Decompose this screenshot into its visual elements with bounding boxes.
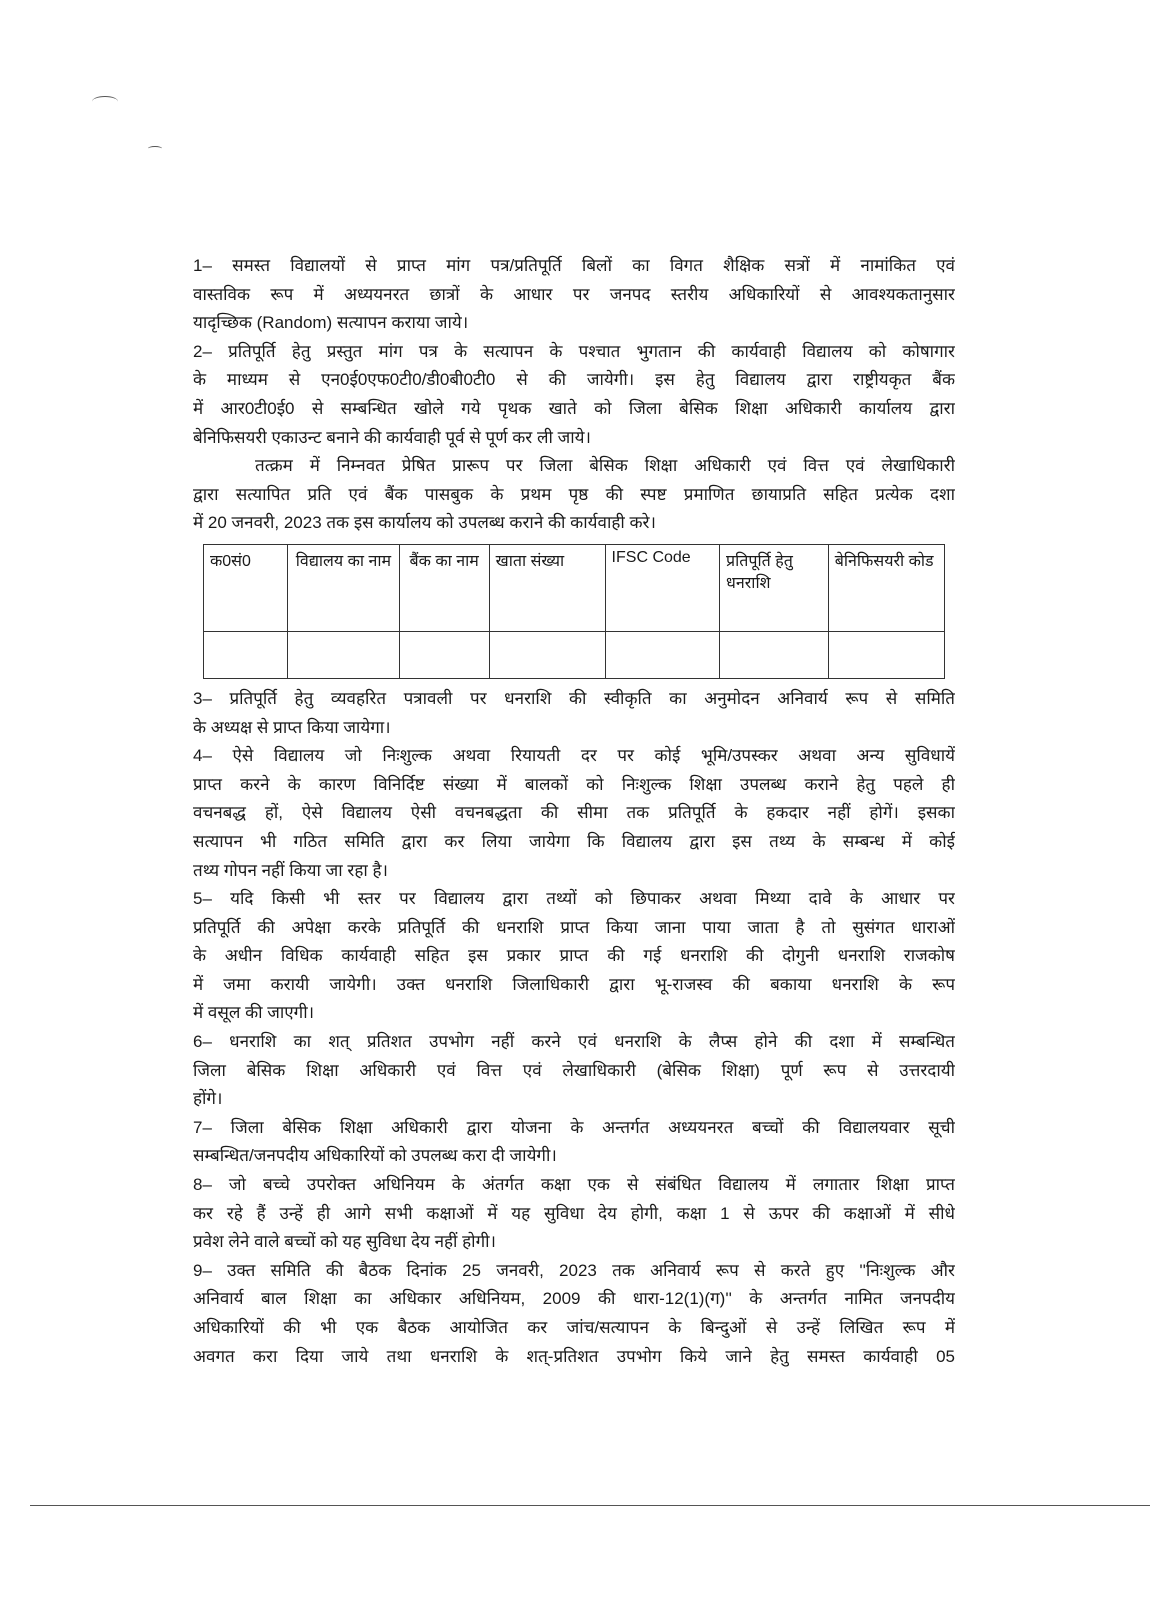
- text-line: में 20 जनवरी, 2023 तक इस कार्यालय को उपलब्ध कराने की कार्यवाही करे।: [193, 513, 656, 533]
- table-row: [204, 631, 945, 678]
- text-line: सत्यापन भी गठित समिति द्वारा कर लिया जायेगा कि विद्यालय द्वारा इस तथ्य के सम्बन्ध में कोई: [193, 831, 955, 851]
- text-line: वास्तविक रूप में अध्ययनरत छात्रों के आधार पर जनपद स्तरीय अधिकारियों से आवश्यकतानुसार: [193, 284, 955, 304]
- paragraph: [193, 338, 955, 452]
- table-header-row: [204, 544, 945, 631]
- text-line: 2– प्रतिपूर्ति हेतु प्रस्तुत मांग पत्र के सत्यापन के पश्चात भुगतान की कार्यवाही विद्यालय को कोषागार: [193, 341, 955, 361]
- text-line: सम्बन्धित/जनपदीय अधिकारियों को उपलब्ध करा दी जायेगी।: [193, 1146, 557, 1166]
- column-header: प्रतिपूर्ति हेतु धनराशि: [720, 544, 829, 631]
- column-header: क0सं0: [204, 544, 288, 631]
- text-line: होंगे।: [193, 1089, 223, 1109]
- text-line: अधिकारियों की भी एक बैठक आयोजित कर जांच/सत्यापन के बिन्दुओं से उन्हें लिखित रूप में: [193, 1318, 955, 1337]
- column-header: IFSC Code: [605, 544, 720, 631]
- text-line: वचनबद्ध हों, ऐसे विद्यालय ऐसी वचनबद्धता की सीमा तक प्रतिपूर्ति के हकदार नहीं होगें। इसका: [193, 803, 955, 823]
- text-line: के अधीन विधिक कार्यवाही सहित इस प्रकार प्राप्त की गई धनराशि की दोगुनी धनराशि राजकोष: [193, 946, 955, 966]
- text-line: में आर0टी0ई0 से सम्बन्धित खोले गये पृथक खाते को जिला बेसिक शिक्षा अधिकारी कार्यालय द्वारा: [193, 398, 955, 418]
- page-bottom-line: [30, 1505, 1150, 1506]
- text-line: बेनिफिसयरी एकाउन्ट बनाने की कार्यवाही पूर्व से पूर्ण कर ली जाये।: [193, 427, 591, 447]
- text-line: तत्क्रम में निम्नवत प्रेषित प्रारूप पर जिला बेसिक शिक्षा अधिकारी एवं वित्त एवं लेखाधिकारी: [255, 456, 955, 476]
- text-line: 8– जो बच्चे उपरोक्त अधिनियम के अंतर्गत कक्षा एक से संबंधित विद्यालय में लगातार शिक्षा प्राप्त: [193, 1175, 955, 1195]
- column-header: खाता संख्या: [489, 544, 605, 631]
- table-cell: [288, 631, 400, 678]
- text-line: 9– उक्त समिति की बैठक दिनांक 25 जनवरी, 2023 तक अनिवार्य रूप से करते हुए ''निःशुल्क और: [193, 1260, 955, 1280]
- table-cell: [399, 631, 489, 678]
- text-line: के अध्यक्ष से प्राप्त किया जायेगा।: [193, 717, 391, 737]
- text-line: में जमा करायी जायेगी। उक्त धनराशि जिलाधिकारी द्वारा भू-राजस्व की बकाया धनराशि के रूप: [193, 974, 955, 994]
- text-line: 4– ऐसे विद्यालय जो निःशुल्क अथवा रियायती दर पर कोई भूमि/उपस्कर अथवा अन्य सुविधायें: [193, 746, 955, 766]
- paragraph: [193, 685, 955, 742]
- text-line: प्राप्त करने के कारण विनिर्दिष्ट संख्या में बालकों को निःशुल्क शिक्षा उपलब्ध कराने हेतु पहले ही: [193, 774, 955, 794]
- table-cell: [720, 631, 829, 678]
- text-line: 7– जिला बेसिक शिक्षा अधिकारी द्वारा योजना के अन्तर्गत अध्ययनरत बच्चों की विद्यालयवार सूची: [193, 1117, 955, 1137]
- text-line: कर रहे हैं उन्हें ही आगे सभी कक्षाओं में यह सुविधा देय होगी, कक्षा 1 से ऊपर की कक्षाओं में सीधे: [193, 1203, 955, 1223]
- paragraph: [193, 1114, 955, 1171]
- table-cell: [605, 631, 720, 678]
- paragraph: [193, 885, 955, 1028]
- paragraph: [193, 452, 955, 538]
- paragraph: [193, 1171, 955, 1257]
- text-line: के माध्यम से एन0ई0एफ0टी0/डी0बी0टी0 से की जायेगी। इस हेतु विद्यालय द्वारा राष्ट्रीयकृत बैंक: [193, 370, 955, 390]
- column-header: बैंक का नाम: [399, 544, 489, 631]
- paragraph: [193, 742, 955, 885]
- column-header: बेनिफिसयरी कोड: [828, 544, 944, 631]
- text-line: अनिवार्य बाल शिक्षा का अधिकार अधिनियम, 2009 की धारा-12(1)(ग)'' के अन्तर्गत नामित जनपदीय: [193, 1289, 955, 1309]
- column-header: विद्यालय का नाम: [288, 544, 400, 631]
- table-cell: [489, 631, 605, 678]
- text-line: तथ्य गोपन नहीं किया जा रहा है।: [193, 860, 388, 880]
- table-cell: [828, 631, 944, 678]
- text-line: अवगत करा दिया जाये तथा धनराशि के शत्-प्रतिशत उपभोग किये जाने हेतु समस्त कार्यवाही 05: [193, 1346, 955, 1366]
- scan-mark: [92, 96, 118, 107]
- text-line: 3– प्रतिपूर्ति हेतु व्यवहरित पत्रावली पर धनराशि की स्वीकृति का अनुमोदन अनिवार्य रूप से समिति: [193, 688, 955, 708]
- text-line: जिला बेसिक शिक्षा अधिकारी एवं वित्त एवं लेखाधिकारी (बेसिक शिक्षा) पूर्ण रूप से उत्तरदायी: [193, 1060, 955, 1080]
- bank-details-table: [203, 544, 945, 679]
- paragraph: [193, 252, 955, 338]
- scan-mark: [148, 146, 162, 151]
- text-line: 5– यदि किसी भी स्तर पर विद्यालय द्वारा तथ्यों को छिपाकर अथवा मिथ्या दावे के आधार पर: [193, 889, 955, 909]
- text-line: में वसूल की जाएगी।: [193, 1003, 315, 1023]
- paragraph: [193, 1257, 955, 1371]
- paragraphs-after-table: [193, 685, 955, 1371]
- text-line: द्वारा सत्यापित प्रति एवं बैंक पासबुक के प्रथम पृष्ठ की स्पष्ट प्रमाणित छायाप्रति सहित प्रत्येक दशा: [193, 484, 955, 504]
- paragraphs-before-table: [193, 252, 955, 538]
- table-cell: [204, 631, 288, 678]
- text-line: प्रवेश लेने वाले बच्चों को यह सुविधा देय नहीं होगी।: [193, 1232, 496, 1252]
- text-line: यादृच्छिक (Random) सत्यापन कराया जाये।: [193, 313, 469, 333]
- text-line: प्रतिपूर्ति की अपेक्षा करके प्रतिपूर्ति की धनराशि प्राप्त किया जाना पाया जाता है तो सुसंगत धाराओं: [193, 917, 955, 937]
- document-body: [193, 252, 955, 1371]
- text-line: 1– समस्त विद्यालयों से प्राप्त मांग पत्र/प्रतिपूर्ति बिलों का विगत शैक्षिक सत्रों में नामांकित एवं: [193, 256, 955, 275]
- paragraph: [193, 1028, 955, 1114]
- text-line: 6– धनराशि का शत् प्रतिशत उपभोग नहीं करने एवं धनराशि के लैप्स होने की दशा में सम्बन्धित: [193, 1032, 955, 1052]
